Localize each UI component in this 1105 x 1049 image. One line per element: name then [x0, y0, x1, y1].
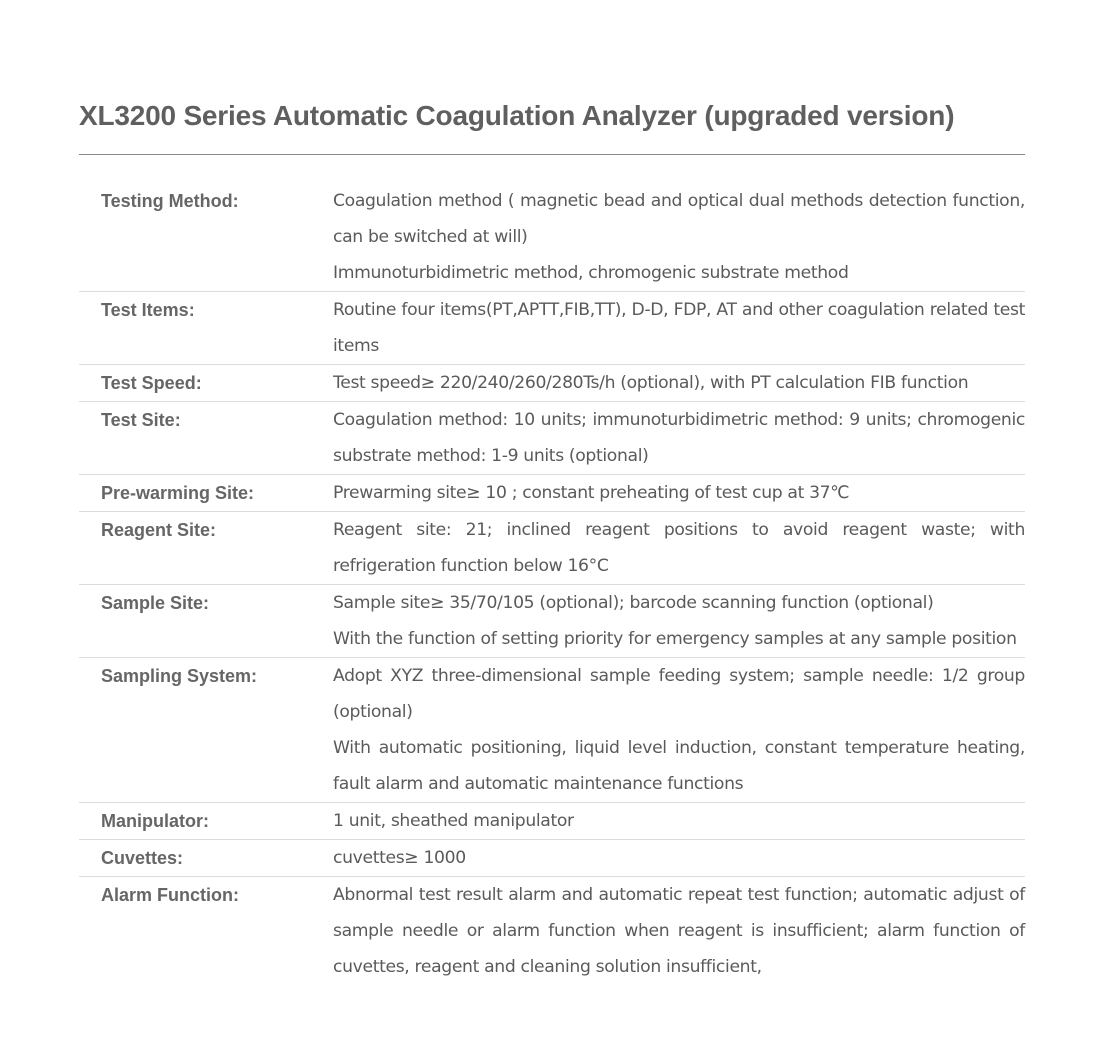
spec-value-line: Coagulation method ( magnetic bead and optical dual methods detection function, can be switched at will) [333, 191, 1025, 247]
spec-value [333, 365, 1025, 401]
spec-value-line: cuvettes≥ 1000 [333, 848, 466, 868]
spec-value-line: Prewarming site≥ 10 ; constant preheating of test cup at 37℃ [333, 483, 850, 503]
title-divider [79, 154, 1025, 155]
spec-row-sampling-system [79, 658, 1025, 803]
spec-value [333, 512, 1025, 584]
spec-value-line: With the function of setting priority for emergency samples at any sample position [333, 629, 1017, 649]
spec-value-line: Sample site≥ 35/70/105 (optional); barcode scanning function (optional) [333, 593, 934, 613]
spec-value-line: With automatic positioning, liquid level induction, constant temperature heating, fault alarm and automatic maintenance functions [333, 738, 1025, 794]
spec-row-pre-warming-site [79, 475, 1025, 512]
spec-value [333, 183, 1025, 291]
spec-row-manipulator [79, 803, 1025, 840]
spec-value [333, 292, 1025, 364]
spec-value-line: Reagent site: 21; inclined reagent positions to avoid reagent waste; with refrigeration function below 16°C [333, 520, 1025, 576]
spec-row-cuvettes [79, 840, 1025, 877]
spec-value [333, 840, 1025, 876]
spec-value-line: Routine four items(PT,APTT,FIB,TT), D-D, FDP, AT and other coagulation related test items [333, 300, 1025, 356]
page-title: XL3200 Series Automatic Coagulation Analyzer (upgraded version) [79, 100, 955, 131]
spec-value-line: Abnormal test result alarm and automatic repeat test function; automatic adjust of sample needle or alarm function when reagent is insufficient; alarm function of cuvettes, reagent and cleaning solution insufficient, [333, 885, 1025, 977]
spec-value-line: Coagulation method: 10 units; immunoturbidimetric method: 9 units; chromogenic substrate method: 1-9 units (optional) [333, 410, 1025, 466]
spec-label: Cuvettes: [101, 848, 184, 868]
spec-value [333, 585, 1025, 657]
spec-value-line: Test speed≥ 220/240/260/280Ts/h (optional), with PT calculation FIB function [333, 373, 969, 393]
spec-value [333, 877, 1025, 985]
spec-label: Pre-warming Site: [101, 483, 255, 503]
spec-value [333, 803, 1025, 839]
spec-value-line: Adopt XYZ three-dimensional sample feeding system; sample needle: 1/2 group (optional) [333, 666, 1025, 722]
spec-label: Alarm Function: [101, 885, 239, 905]
spec-table [79, 183, 1025, 985]
spec-label: Testing Method: [101, 191, 239, 211]
spec-label: Test Items: [101, 300, 195, 320]
spec-label: Reagent Site: [101, 520, 217, 540]
spec-label: Test Speed: [101, 373, 202, 393]
spec-label: Sampling System: [101, 666, 258, 686]
spec-label: Manipulator: [101, 811, 209, 831]
spec-row-testing-method [79, 183, 1025, 292]
spec-row-test-speed [79, 365, 1025, 402]
spec-row-test-items [79, 292, 1025, 365]
spec-label: Sample Site: [101, 593, 210, 613]
spec-value-line: 1 unit, sheathed manipulator [333, 811, 574, 831]
spec-value [333, 658, 1025, 802]
spec-row-reagent-site [79, 512, 1025, 585]
spec-row-test-site [79, 402, 1025, 475]
spec-row-alarm-function [79, 877, 1025, 985]
spec-label: Test Site: [101, 410, 181, 430]
spec-value [333, 402, 1025, 474]
spec-value-line: Immunoturbidimetric method, chromogenic substrate method [333, 263, 849, 283]
spec-row-sample-site [79, 585, 1025, 658]
spec-value [333, 475, 1025, 511]
